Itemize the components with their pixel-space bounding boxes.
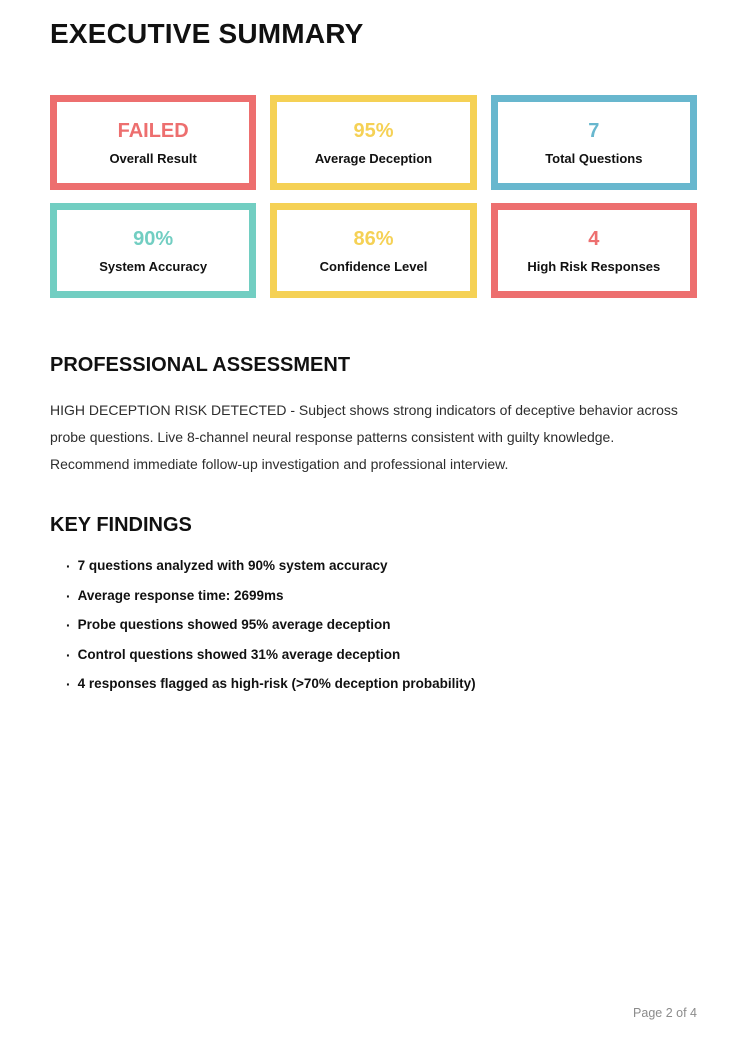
finding-item	[66, 677, 697, 691]
bullet-icon: ·	[66, 646, 71, 663]
stat-card-average-deception	[270, 95, 476, 190]
page-title: EXECUTIVE SUMMARY	[50, 18, 364, 49]
bullet-icon: ·	[66, 558, 71, 574]
stat-value: 86%	[353, 227, 394, 250]
assessment-heading: PROFESSIONAL ASSESSMENT	[50, 354, 351, 376]
bullet-icon: ·	[66, 676, 71, 692]
key-findings-section	[50, 514, 697, 691]
stat-value: 90%	[133, 227, 174, 250]
stat-card-system-accuracy	[50, 203, 256, 298]
stat-label: Overall Result	[109, 150, 197, 166]
finding-text: Average response time: 2699ms	[77, 587, 284, 603]
finding-text: 4 responses flagged as high-risk (>70% deception probability)	[77, 676, 476, 692]
bullet-icon: ·	[66, 587, 71, 604]
stat-card-confidence-level	[270, 203, 476, 298]
stat-label: High Risk Responses	[527, 258, 661, 274]
stat-value: 95%	[353, 119, 394, 142]
stats-grid	[50, 95, 697, 298]
finding-item	[66, 648, 697, 662]
finding-text: Control questions showed 31% average deception	[77, 646, 401, 662]
findings-list	[50, 559, 697, 691]
findings-heading: KEY FINDINGS	[50, 514, 192, 536]
stat-value: 4	[588, 227, 600, 250]
assessment-body: HIGH DECEPTION RISK DETECTED - Subject shows strong indicators of deceptive behavior across probe questions. Live 8-channel neural response patterns consistent with guilty knowledge. Recommend immediate follow-up investigation and professional interview.	[50, 402, 678, 472]
stat-label: Total Questions	[545, 150, 643, 166]
stat-card-overall-result	[50, 95, 256, 190]
bullet-icon: ·	[66, 617, 71, 633]
stat-card-total-questions	[491, 95, 697, 190]
finding-text: 7 questions analyzed with 90% system accuracy	[77, 558, 388, 574]
stat-value: FAILED	[117, 119, 189, 142]
finding-item	[66, 589, 697, 603]
professional-assessment-section	[50, 354, 697, 478]
stat-label: Average Deception	[314, 150, 433, 166]
finding-item	[66, 618, 697, 632]
page-number: Page 2 of 4	[633, 1006, 697, 1020]
finding-item	[66, 559, 697, 573]
stat-label: System Accuracy	[99, 258, 208, 274]
stat-card-high-risk-responses	[491, 203, 697, 298]
stat-label: Confidence Level	[319, 258, 428, 274]
finding-text: Probe questions showed 95% average deception	[77, 617, 391, 633]
stat-value: 7	[588, 119, 600, 142]
